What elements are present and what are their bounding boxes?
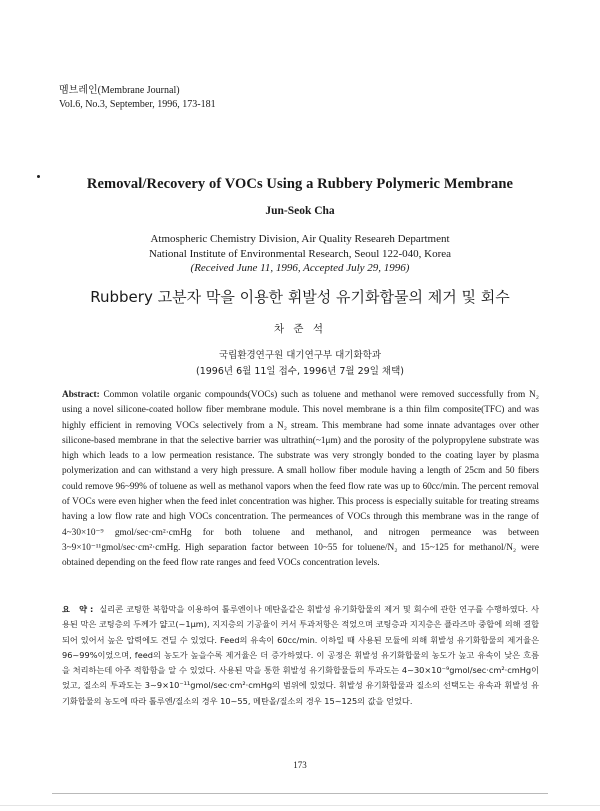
korean-abstract-label: 요 약: xyxy=(62,604,97,614)
korean-affiliation: 국립환경연구원 대기연구부 대기화학과 xyxy=(218,350,382,361)
affiliation-line2: National Institute of Environmental Research, Seoul 122-040, Korea xyxy=(148,247,452,260)
journal-name: 멤브레인(Membrane Journal) xyxy=(59,85,180,96)
korean-received-dates: (1996년 6월 11일 접수, 1996년 7월 29일 채택) xyxy=(196,366,404,377)
affiliation-line1: Atmospheric Chemistry Division, Air Quality Researeh Department xyxy=(150,233,450,245)
bottom-rule xyxy=(52,793,548,794)
abstract-text: Common volatile organic compounds(VOCs) such as toluene and methanol were removed successfully from N₂ using a novel silicone-coated hollow fiber membrane module. This novel membrane is a thin film composite(TFC) and was highly efficient in removing VOCs selectively from a N₂ stream. This membrane had some innate advantages over other silicone-based membrane in that the selective barrier was ultrathin(~1μm) and the porosity of the polypropylene substrate was high which leads to a low permeation resistance. The substrate was very strongly bonded to the coating layer by plasma polymerization and can withstand a very high pressure. A small hollow fiber module having a length of 25cm and 50 fibers could remove 96~99% of toluene as well as methanol vapors when the feed flow rate was up to 60cc/min. The percent removal of VOCs were even higher when the feed inlet concentration was higher. This process is especially suitable for treating streams having a low flow rate and high VOCs concentration. The permeances of VOCs through this membrane was in the range of 4~30×10⁻⁹ gmol/sec·cm²·cmHg for both toluene and methanol, and nitrogen permeance was between 3~9×10⁻¹¹gmol/sec·cm²·cmHg. High separation factor between 10~55 for toluene/N₂ and 15~125 for methanol/N₂ were obtained depending on the feed flow rate ranges and feed VOCs concentration levels. xyxy=(62,390,539,569)
paper-author: Jun-Seok Cha xyxy=(265,205,335,217)
affiliation-block xyxy=(0,232,600,276)
received-dates: (Received June 11, 1996, Accepted July 29, 1996) xyxy=(190,262,410,274)
scan-edge xyxy=(0,805,600,806)
korean-abstract-text: 실리콘 코팅한 복합막을 이용하여 톨루엔이나 메탄올같은 휘발성 유기화합물의 제거 및 회수에 관한 연구를 수행하였다. 사용된 막은 코팅층의 두께가 얇고(~1μm), 지지층의 기공율이 커서 투과저항은 적었으며 코팅층과 지지층은 플라즈마 중합에 의해 결합되어 있어서 높은 압력에도 견딜 수 있었다. Feed의 유속이 60cc/min. 이하일 때 사용된 모듈에 의해 휘발성 유기화합물의 제거율은 96~99%이었으며, feed의 농도가 높을수록 제거율은 더 증가하였다. 이 공정은 휘발성 유기화합물의 농도가 높고 유속이 낮은 흐름을 처리하는데 아주 적합함을 알 수 있었다. 사용된 막을 통한 휘발성 유기화합물들의 투과도는 4~30×10⁻⁹gmol/sec·cm²·cmHg이었고, 질소의 투과도는 3~9×10⁻¹¹gmol/sec·cm²·cmHg의 범위에 있었다. 휘발성 유기화합물과 질소의 선택도는 유속과 휘발성 유기화합물의 농도에 따라 톨루엔/질소의 경우 10~55, 메탄올/질소의 경우 15~125의 값을 얻었다. xyxy=(62,604,540,706)
korean-abstract xyxy=(62,602,539,709)
korean-affiliation-block xyxy=(0,348,600,380)
journal-volume: Vol.6, No.3, September, 1996, 173-181 xyxy=(59,99,216,110)
korean-author: 차 준 석 xyxy=(273,323,327,335)
page-number: 173 xyxy=(293,760,307,770)
korean-title: Rubbery 고분자 막을 이용한 휘발성 유기화합물의 제거 및 회수 xyxy=(90,288,510,306)
abstract xyxy=(62,388,539,572)
paper-title: Removal/Recovery of VOCs Using a Rubbery Polymeric Membrane xyxy=(86,176,514,192)
abstract-label: Abstract: xyxy=(62,390,100,400)
journal-header xyxy=(59,84,216,112)
